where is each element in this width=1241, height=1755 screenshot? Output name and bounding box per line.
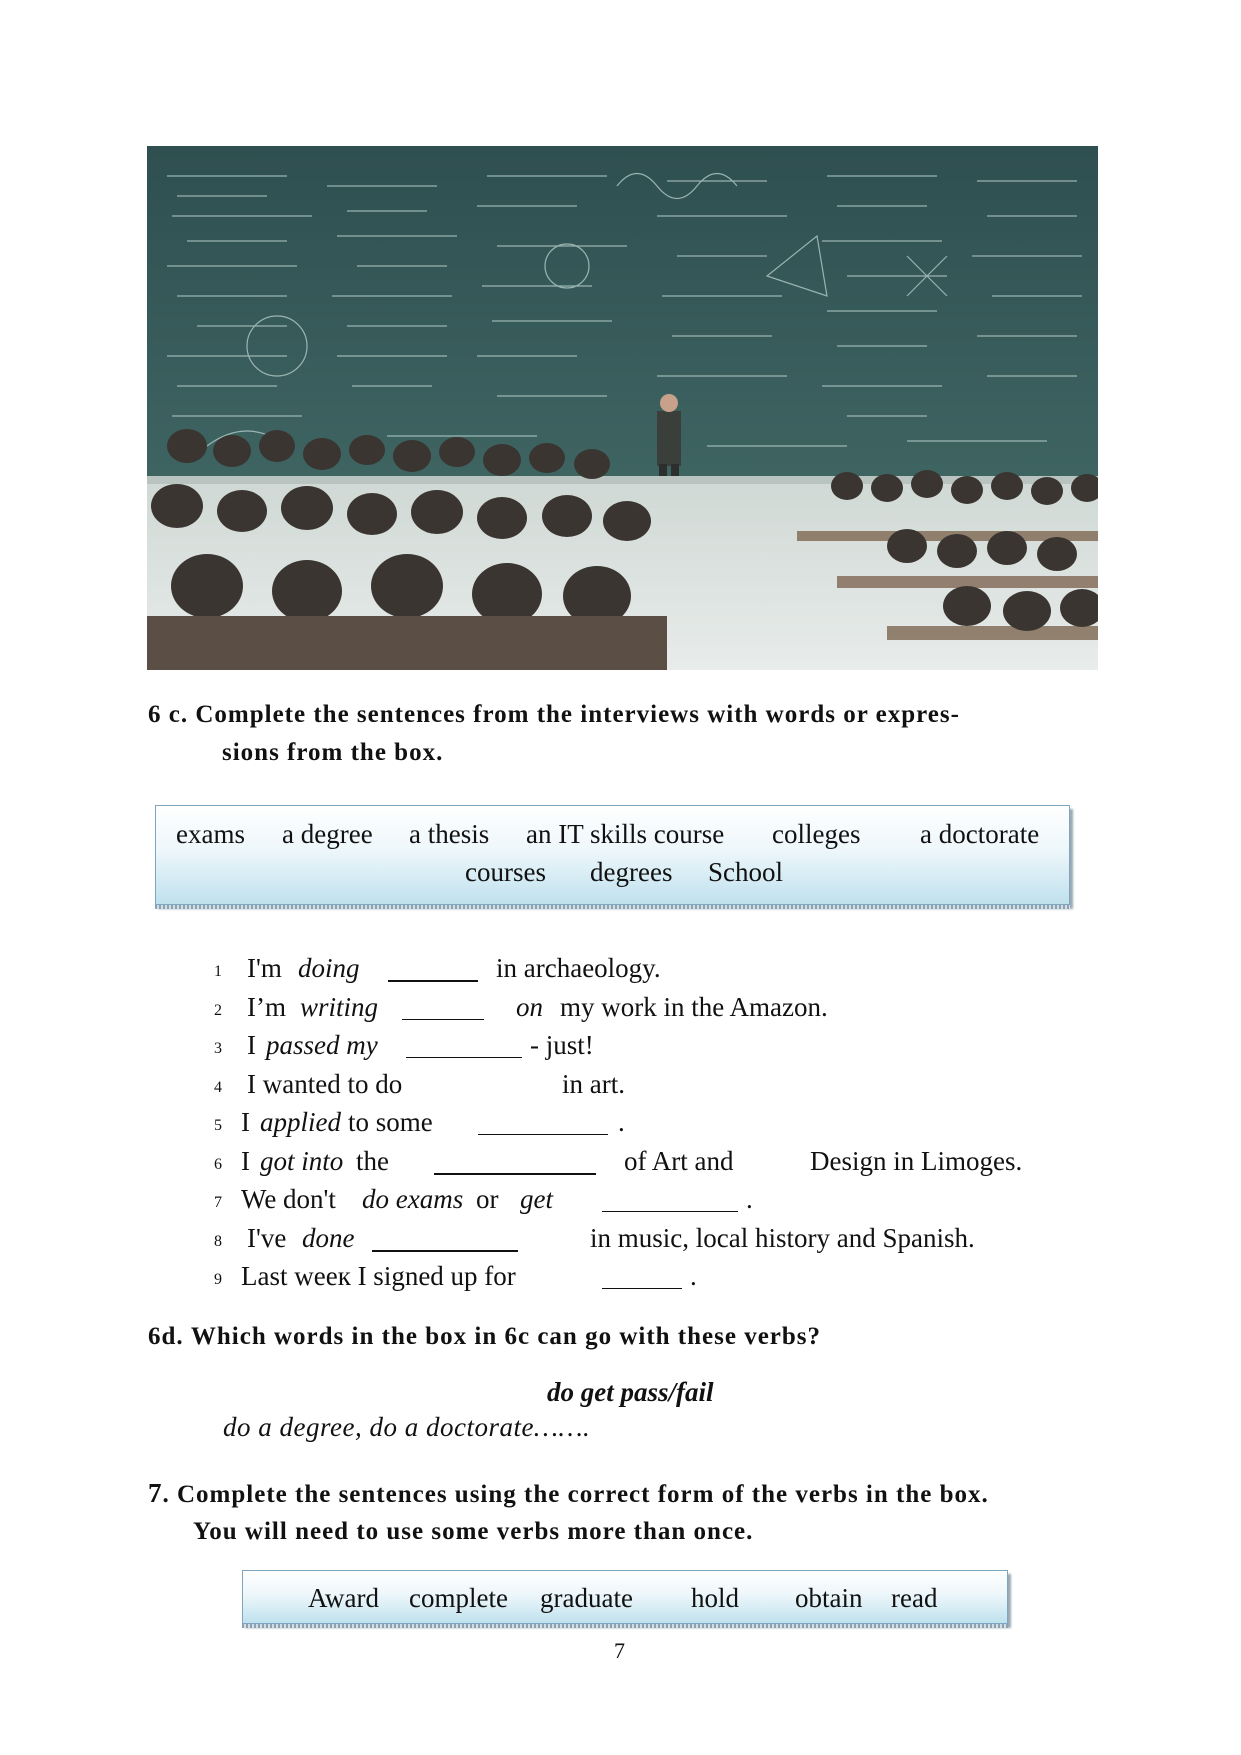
word-box-6c-row1	[156, 815, 1069, 853]
answer-blank[interactable]	[430, 1065, 540, 1099]
sentence-verb: got into	[260, 1146, 344, 1176]
exercise-6d-number: 6d	[148, 1323, 177, 1350]
lecture-hall-photo	[147, 146, 1098, 670]
sentence-text: Design in Limoges.	[810, 1146, 1023, 1176]
exercise-7-number: 7	[148, 1478, 163, 1508]
box-word: read	[891, 1583, 938, 1613]
box-word: a thesis	[409, 819, 490, 849]
answer-blank[interactable]	[602, 1211, 738, 1212]
sentence-number: 9	[214, 1271, 222, 1288]
answer-blank[interactable]	[402, 1019, 484, 1020]
sentence-verb: done	[302, 1223, 355, 1253]
sentence-5	[214, 1103, 1114, 1141]
sentence-verb: writing	[300, 992, 379, 1022]
sentence-text: I’m	[247, 992, 286, 1022]
sentence-preposition: on	[516, 992, 543, 1022]
sentence-text: the	[356, 1146, 389, 1176]
word-box-6c-row2	[156, 853, 1069, 891]
box-word: hold	[691, 1583, 740, 1613]
box-word: an IT skills course	[526, 819, 725, 849]
sentence-3	[214, 1026, 1114, 1064]
sentence-9	[214, 1257, 1114, 1295]
sentence-verb: passed my	[266, 1030, 378, 1060]
sentence-number: 8	[214, 1233, 222, 1250]
sentence-text: in music, local history and Spanish.	[590, 1223, 975, 1253]
box-word: a degree	[282, 819, 373, 849]
sentence-text: We don't	[241, 1184, 336, 1214]
sentence-2	[214, 988, 1114, 1026]
sentence-verb: get	[520, 1184, 553, 1214]
exercise-6c-title-line1: 6 c. Complete the sentences from the interviews with words or expres-	[148, 701, 960, 728]
example-answer: do a degree, do a doctorate…….	[223, 1412, 591, 1442]
sentence-verb: do exams	[362, 1184, 464, 1214]
answer-blank[interactable]	[372, 1250, 518, 1252]
sentence-7	[214, 1180, 1114, 1218]
box-word: courses	[465, 857, 546, 887]
sentence-number: 6	[214, 1156, 222, 1173]
answer-blank[interactable]	[406, 1057, 522, 1058]
answer-blank[interactable]	[388, 980, 478, 982]
verbs-line: do get pass/fail	[547, 1377, 714, 1407]
box-word: obtain	[795, 1583, 863, 1613]
box-word: School	[708, 857, 784, 887]
sentence-8	[214, 1219, 1114, 1257]
sentence-text: - just!	[530, 1030, 594, 1060]
box-word: graduate	[540, 1583, 633, 1613]
sentence-1	[214, 949, 1114, 987]
sentence-text: I've	[247, 1223, 287, 1253]
answer-blank[interactable]	[478, 1134, 608, 1135]
sentence-text: I'm	[247, 953, 282, 983]
box-word: complete	[409, 1583, 508, 1613]
sentence-text: in archaeology.	[496, 953, 661, 983]
word-box-7	[242, 1570, 1008, 1624]
word-box-6c	[155, 805, 1070, 905]
sentence-6	[214, 1142, 1114, 1180]
sentence-number: 4	[214, 1079, 222, 1096]
exercise-6d-title	[148, 1318, 821, 1356]
sentence-number: 3	[214, 1040, 222, 1057]
sentence-text: .	[690, 1261, 697, 1291]
sentence-verb: applied	[260, 1107, 341, 1137]
exercise-6d-dot: .	[176, 1323, 184, 1350]
box-word: exams	[176, 819, 245, 849]
sentence-text: to some	[348, 1107, 433, 1137]
lecture-hall-illustration	[147, 146, 1098, 670]
sentence-text: Last weeк I signed up for	[241, 1261, 516, 1291]
sentence-4	[214, 1065, 1114, 1103]
sentence-number: 1	[214, 963, 222, 980]
sentence-text: of Art and	[624, 1146, 734, 1176]
box-word: colleges	[772, 819, 861, 849]
exercise-7-text: . Complete the sentences using the correct form of the verbs in the box.	[162, 1481, 989, 1508]
sentence-number: 5	[214, 1117, 222, 1134]
sentence-text: I	[241, 1146, 250, 1176]
box-word: a doctorate	[920, 819, 1040, 849]
exercise-6d-text: Which words in the box in 6c can go with these verbs?	[190, 1323, 822, 1350]
exercise-7-title-line1	[148, 1474, 989, 1514]
answer-blank[interactable]	[602, 1288, 682, 1289]
exercise-6c-title-line2: sions from the box.	[222, 739, 444, 766]
sentence-text: .	[746, 1184, 753, 1214]
exercise-7-title-line2: You will need to use some verbs more than once.	[193, 1518, 754, 1545]
sentence-text: .	[618, 1107, 625, 1137]
sentence-text: my work in the Amazon.	[560, 992, 828, 1022]
sentence-text: I wanted to do	[247, 1069, 403, 1099]
sentence-text: I	[247, 1030, 256, 1060]
sentence-text: in art.	[562, 1069, 625, 1099]
sentence-text: I	[241, 1107, 250, 1137]
page-number: 7	[614, 1638, 625, 1663]
box-word: Award	[308, 1583, 379, 1613]
word-box-7-row	[243, 1579, 1007, 1617]
sentence-text: or	[476, 1184, 499, 1214]
sentence-verb: doing	[298, 953, 360, 983]
box-word: degrees	[590, 857, 673, 887]
sentence-number: 2	[214, 1002, 222, 1019]
answer-blank[interactable]	[434, 1173, 596, 1175]
sentence-number: 7	[214, 1194, 222, 1211]
